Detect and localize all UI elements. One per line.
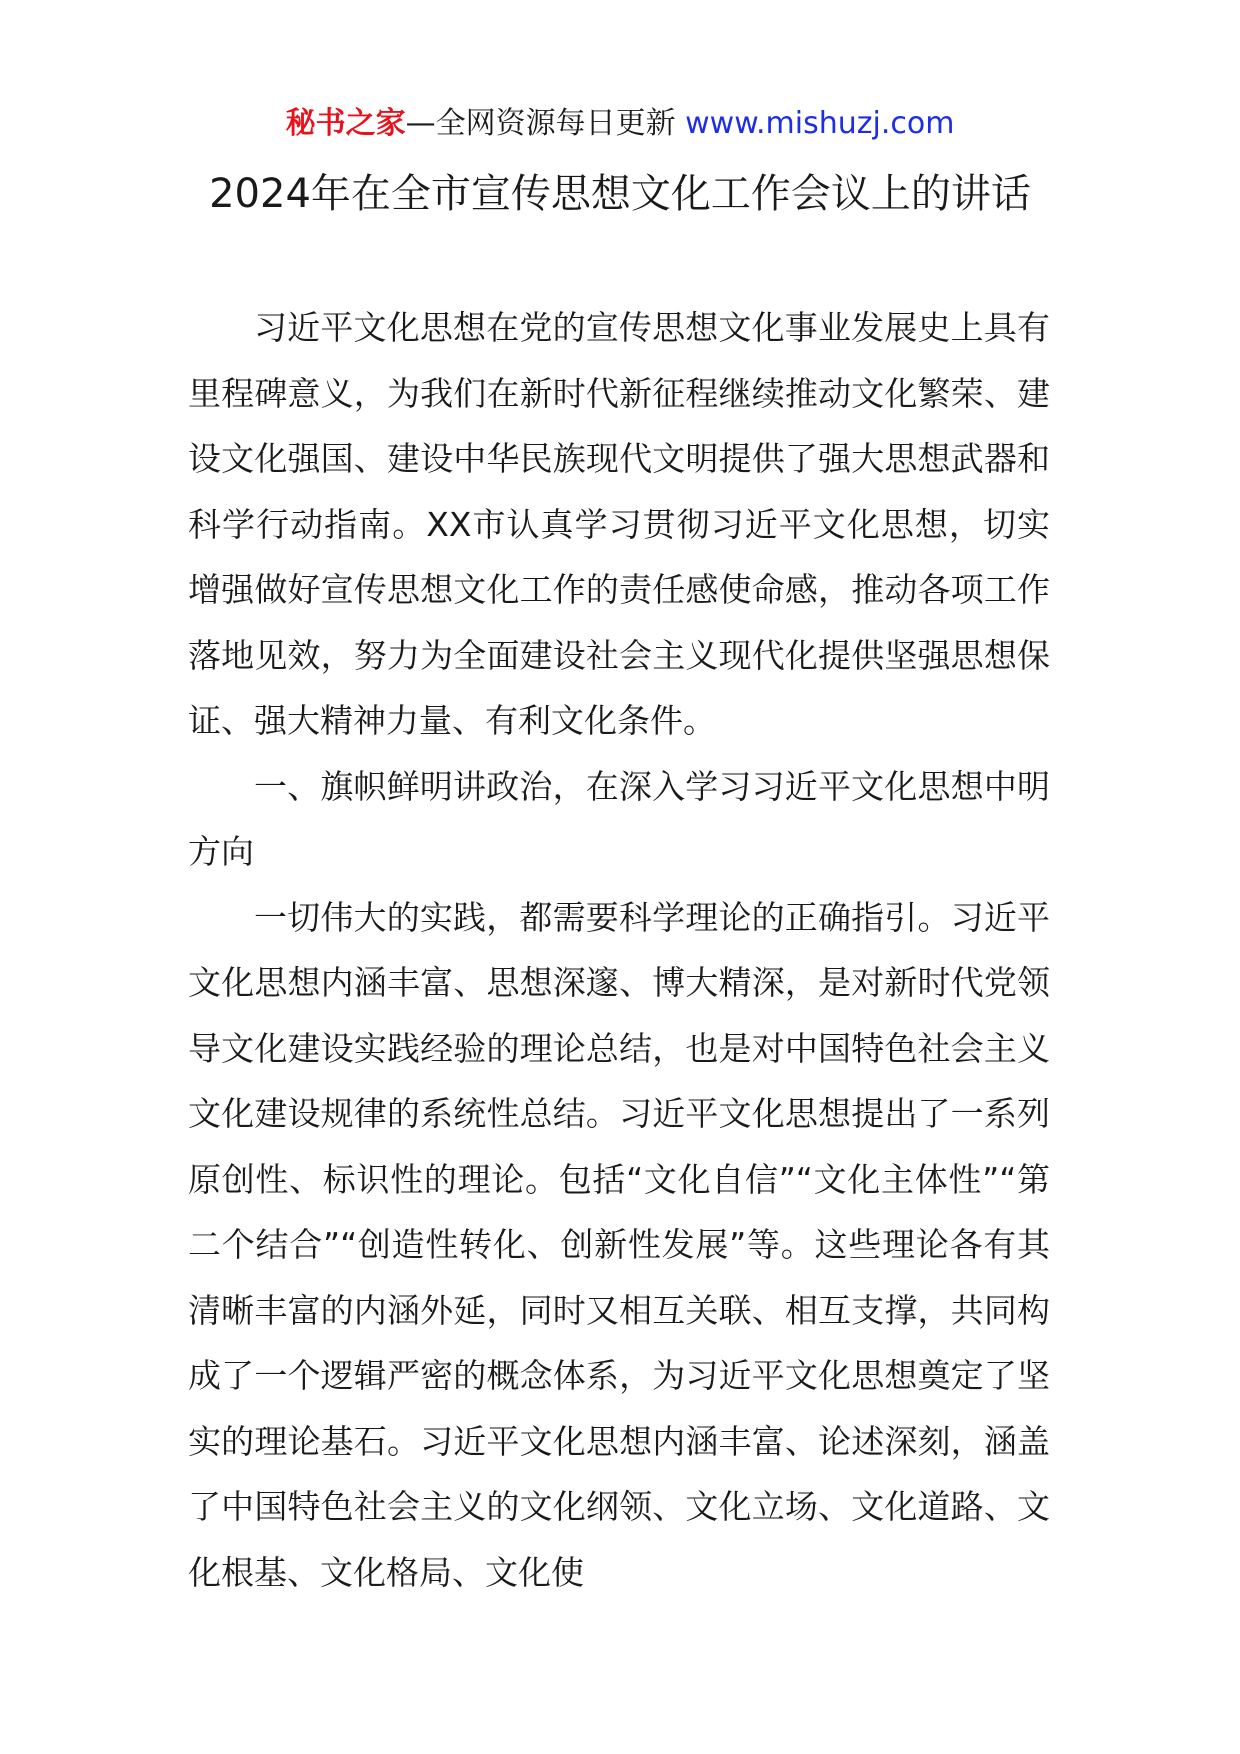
- document-title: 2024年在全市宣传思想文化工作会议上的讲话: [209, 171, 1031, 217]
- site-url-link[interactable]: www.mishuzj.com: [685, 106, 955, 141]
- body-paragraph-1: 一切伟大的实践，都需要科学理论的正确指引。习近平文化思想内涵丰富、思想深邃、博大精深，是对新时代党领导文化建设实践经验的理论总结，也是对中国特色社会主义文化建设规律的系统性总结。习近平文化思想提出了一系列原创性、标识性的理论。包括“文化自信”“文化主体性”“第二个结合”“创造性转化、创新性发展”等。这些理论各有其清晰丰富的内涵外延，同时又相互关联、相互支撑，共同构成了一个逻辑严密的概念体系，为习近平文化思想奠定了坚实的理论基石。习近平文化思想内涵丰富、论述深刻，涵盖了中国特色社会主义的文化纲领、文化立场、文化道路、文化根基、文化格局、文化使: [188, 897, 1050, 1592]
- body-paragraph-intro: 习近平文化思想在党的宣传思想文化事业发展史上具有里程碑意义，为我们在新时代新征程继续推动文化繁荣、建设文化强国、建设中华民族现代文明提供了强大思想武器和科学行动指南。XX市认真学习贯彻习近平文化思想，切实增强做好宣传思想文化工作的责任感使命感，推动各项工作落地见效，努力为全面建设社会主义现代化提供坚强思想保证、强大精神力量、有利文化条件。: [188, 308, 1050, 740]
- document-body: [188, 295, 1050, 1605]
- brand-name: 秘书之家: [285, 106, 406, 141]
- banner-tagline: —全网资源每日更新: [405, 106, 676, 141]
- section-heading-1: 一、旗帜鲜明讲政治，在深入学习习近平文化思想中明方向: [188, 766, 1050, 871]
- site-banner: [0, 103, 1240, 145]
